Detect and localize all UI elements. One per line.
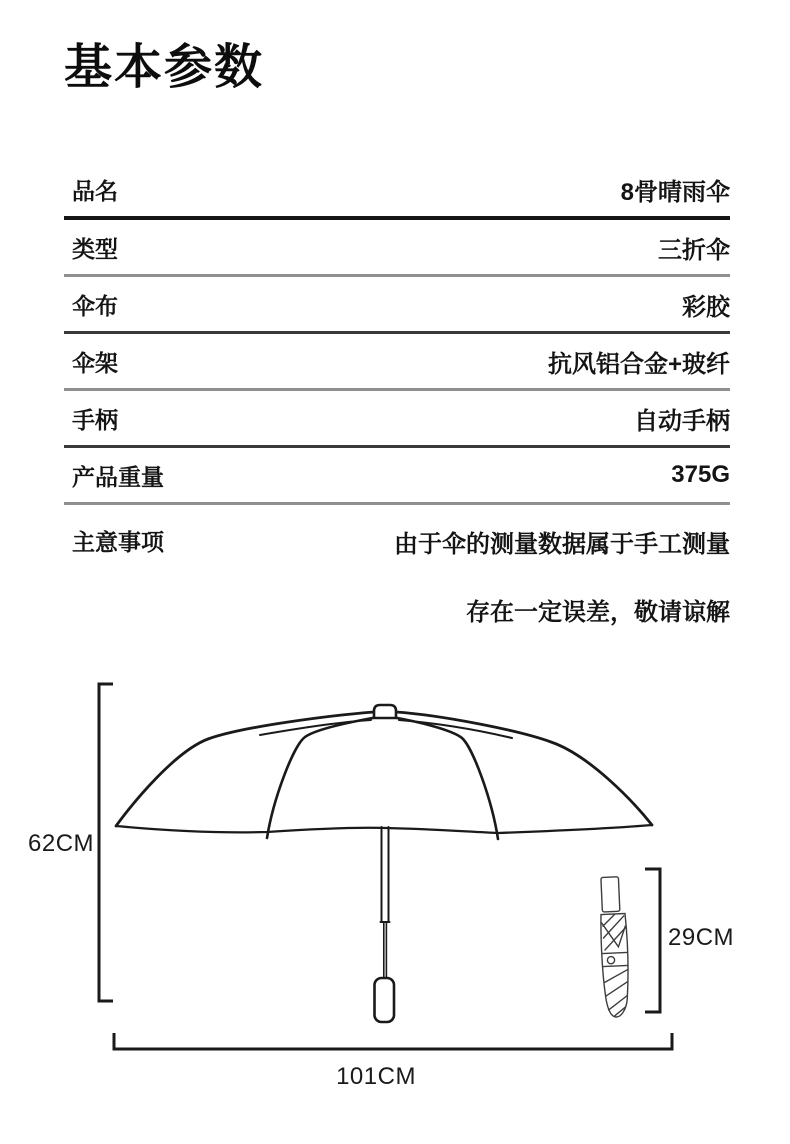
table-row (64, 220, 730, 277)
open-width-bracket (114, 1033, 672, 1049)
spec-label: 手柄 (72, 406, 118, 433)
folded-height-label: 29CM (668, 924, 735, 951)
open-height-label: 62CM (28, 830, 95, 857)
note-text (394, 524, 730, 627)
table-row (64, 162, 730, 220)
folded-umbrella-drawing (598, 877, 630, 1018)
open-umbrella-drawing (116, 705, 652, 1022)
spec-label: 伞布 (72, 292, 118, 319)
spec-value: 375G (671, 461, 730, 488)
spec-value: 彩胶 (682, 293, 730, 321)
spec-table (64, 162, 730, 627)
spec-label: 主意事项 (72, 529, 164, 555)
spec-value: 自动手柄 (634, 407, 730, 435)
spec-value: 三折伞 (658, 236, 730, 264)
open-width-label: 101CM (336, 1063, 416, 1090)
table-row (64, 277, 730, 334)
table-row (64, 391, 730, 448)
spec-value: 8骨晴雨伞 (620, 178, 730, 206)
spec-value: 抗风铝合金+玻纤 (547, 350, 730, 378)
note-line-1: 由于伞的测量数据属于手工测量 (394, 531, 730, 558)
table-row (64, 334, 730, 391)
table-row-notes (64, 505, 730, 627)
spec-label: 产品重量 (72, 463, 164, 490)
folded-height-bracket (645, 869, 660, 1012)
table-row (64, 448, 730, 505)
note-line-2: 存在一定误差，敬请谅解 (466, 599, 730, 626)
open-height-bracket (99, 684, 113, 1001)
spec-label: 品名 (72, 177, 118, 204)
page-title: 基本参数 (64, 41, 265, 94)
spec-label: 伞架 (72, 349, 118, 376)
spec-label: 类型 (72, 235, 118, 262)
